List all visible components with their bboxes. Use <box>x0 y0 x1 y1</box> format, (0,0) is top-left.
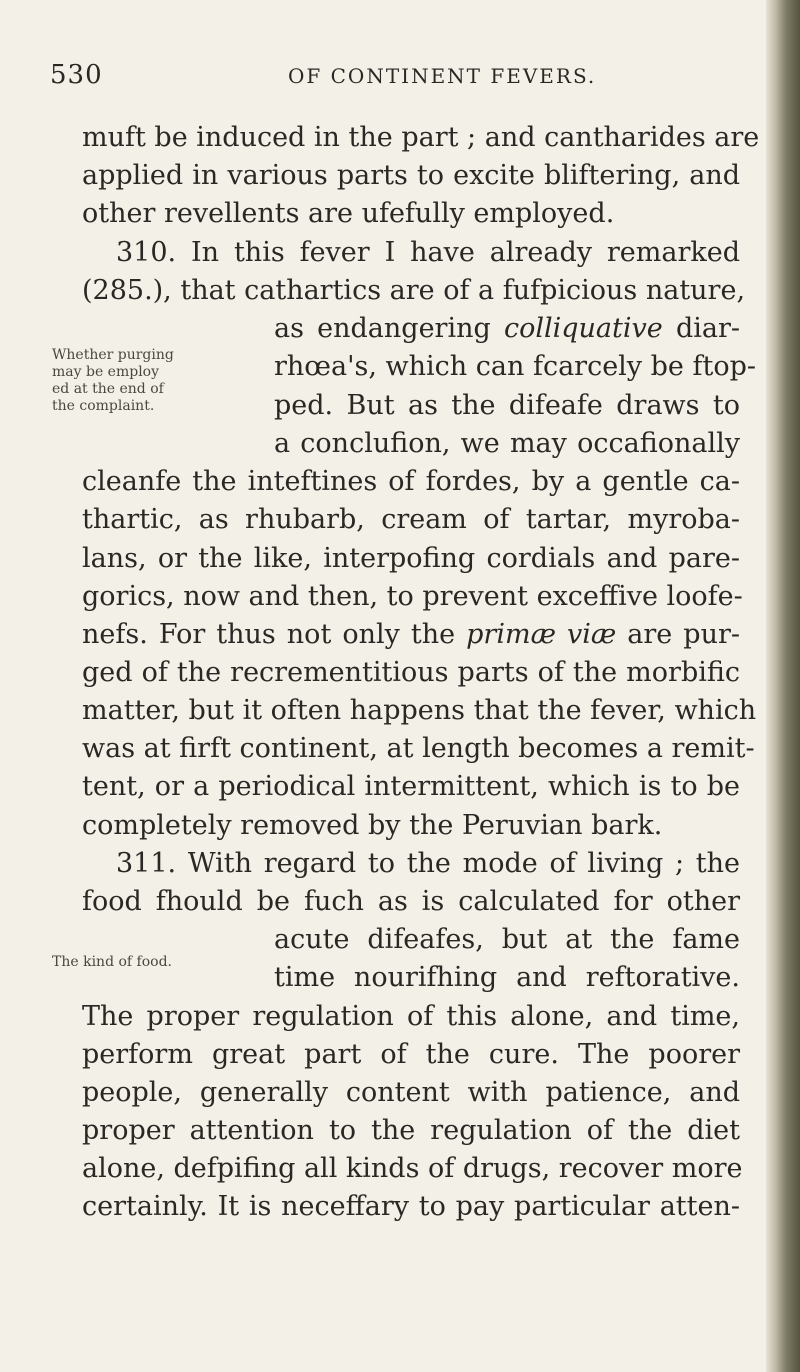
body-line: food fhould be fuch as is calculated for other <box>82 886 740 917</box>
body-line: matter, but it often happens that the fever, which <box>82 695 757 726</box>
body-line: gorics, now and then, to prevent exceffive loofe- <box>82 581 743 612</box>
margin-note-food: The kind of food. <box>52 954 172 970</box>
body-line-primae-viae: nefs. For thus not only the primæ viæ are pur- <box>82 619 740 650</box>
paragraph-311-start: 311. With regard to the mode of living ; the <box>116 848 740 879</box>
margin-note-purging-3: ed at the end of <box>52 381 164 397</box>
body-line: ged of the recrementitious parts of the morbific <box>82 657 740 688</box>
body-line: thartic, as rhubarb, cream of tartar, myroba- <box>82 504 740 535</box>
body-line: alone, defpifing all kinds of drugs, recover more <box>82 1153 743 1184</box>
body-line: a conclufion, we may occafionally <box>274 428 740 459</box>
body-line: applied in various parts to excite bliftering, and <box>82 160 740 191</box>
margin-note-purging-1: Whether purging <box>52 347 174 363</box>
body-line: people, generally content with patience, and <box>82 1077 740 1108</box>
margin-note-purging-4: the complaint. <box>52 398 155 414</box>
body-line: proper attention to the regulation of the diet <box>82 1115 740 1146</box>
body-line: ped. But as the difeafe draws to <box>274 390 740 421</box>
body-line: tent, or a periodical intermittent, which is to be <box>82 771 740 802</box>
body-line: certainly. It is neceffary to pay particular atten- <box>82 1191 740 1222</box>
paragraph-310-start: 310. In this fever I have already remarked <box>116 237 740 268</box>
running-header <box>50 60 750 90</box>
body-line-endangering: as endangering colliquative diar- <box>274 313 740 344</box>
body-line: time nourifhing and reftorative. <box>274 962 740 993</box>
margin-note-purging-2: may be employ <box>52 364 160 380</box>
body-line: cleanfe the inteftines of fordes, by a gentle ca- <box>82 466 740 497</box>
body-line: rhœa's, which can fcarcely be ftop- <box>274 351 756 382</box>
body-line: (285.), that cathartics are of a fufpicious nature, <box>82 275 746 306</box>
running-title: OF CONTINENT FEVERS. <box>288 64 597 88</box>
page-edge-shadow <box>766 0 800 1372</box>
body-line: other revellents are ufefully employed. <box>82 198 615 229</box>
body-line: completely removed by the Peruvian bark. <box>82 810 663 841</box>
body-line: muft be induced in the part ; and cantharides are <box>82 122 760 153</box>
body-line: The proper regulation of this alone, and time, <box>82 1001 740 1032</box>
page-number: 530 <box>50 60 103 90</box>
body-line: perform great part of the cure. The poorer <box>82 1039 740 1070</box>
body-line: was at firft continent, at length becomes a remit- <box>82 733 755 764</box>
body-line: acute difeafes, but at the fame <box>274 924 740 955</box>
body-line: lans, or the like, interpofing cordials and pare- <box>82 543 740 574</box>
